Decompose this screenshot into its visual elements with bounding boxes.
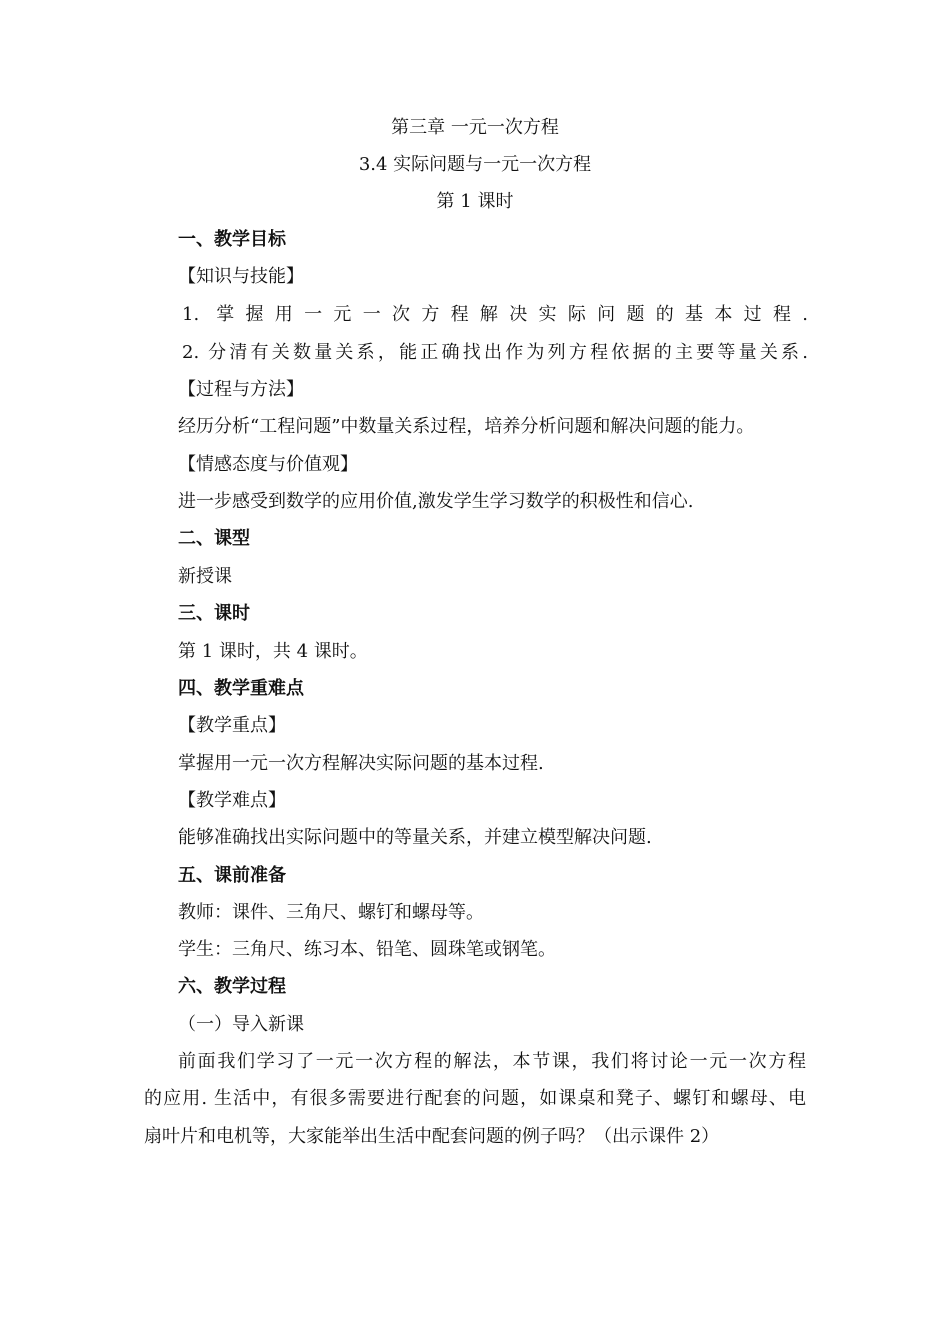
subheading-introduction: （一）导入新课 [178,1014,304,1035]
key-point-text: 掌握用一元一次方程解决实际问题的基本过程. [178,753,544,774]
subheading-attitude: 【情感态度与价值观】 [178,454,358,475]
heading-lesson-type: 二、课型 [178,528,250,549]
goal-item-1: 1. 掌握用一元一次方程解决实际问题的基本过程. [182,304,808,325]
lesson-title: 第 1 课时 [436,191,514,212]
student-preparation: 学生：三角尺、练习本、铅笔、圆珠笔或钢笔。 [178,939,556,960]
intro-paragraph-line-1: 前面我们学习了一元一次方程的解法，本节课，我们将讨论一元一次方程 [178,1051,806,1072]
subheading-process: 【过程与方法】 [178,379,304,400]
teacher-preparation: 教师：课件、三角尺、螺钉和螺母等。 [178,902,484,923]
lesson-type-text: 新授课 [178,566,232,587]
heading-teaching-process: 六、教学过程 [178,976,286,997]
intro-paragraph-line-2: 的应用. 生活中，有很多需要进行配套的问题，如课桌和凳子、螺钉和螺母、电 [144,1088,806,1109]
heading-key-points: 四、教学重难点 [178,678,304,699]
subheading-key: 【教学重点】 [178,715,286,736]
heading-class-hours: 三、课时 [178,603,250,624]
heading-teaching-goals: 一、教学目标 [178,229,286,250]
intro-paragraph-line-3: 扇叶片和电机等，大家能举出生活中配套问题的例子吗？（出示课件 2） [144,1126,720,1147]
class-hours-text: 第 1 课时，共 4 课时。 [178,641,368,662]
attitude-paragraph: 进一步感受到数学的应用价值,激发学生学习数学的积极性和信心. [178,491,694,512]
heading-preparation: 五、课前准备 [178,865,286,886]
process-paragraph: 经历分析“工程问题”中数量关系过程，培养分析问题和解决问题的能力。 [178,416,755,437]
chapter-title: 第三章 一元一次方程 [391,117,559,138]
section-title: 3.4 实际问题与一元一次方程 [358,154,592,175]
subheading-knowledge: 【知识与技能】 [178,266,304,287]
difficulty-text: 能够准确找出实际问题中的等量关系，并建立模型解决问题. [178,827,652,848]
goal-item-2: 2. 分清有关数量关系，能正确找出作为列方程依据的主要等量关系. [182,342,808,363]
subheading-difficulty: 【教学难点】 [178,790,286,811]
